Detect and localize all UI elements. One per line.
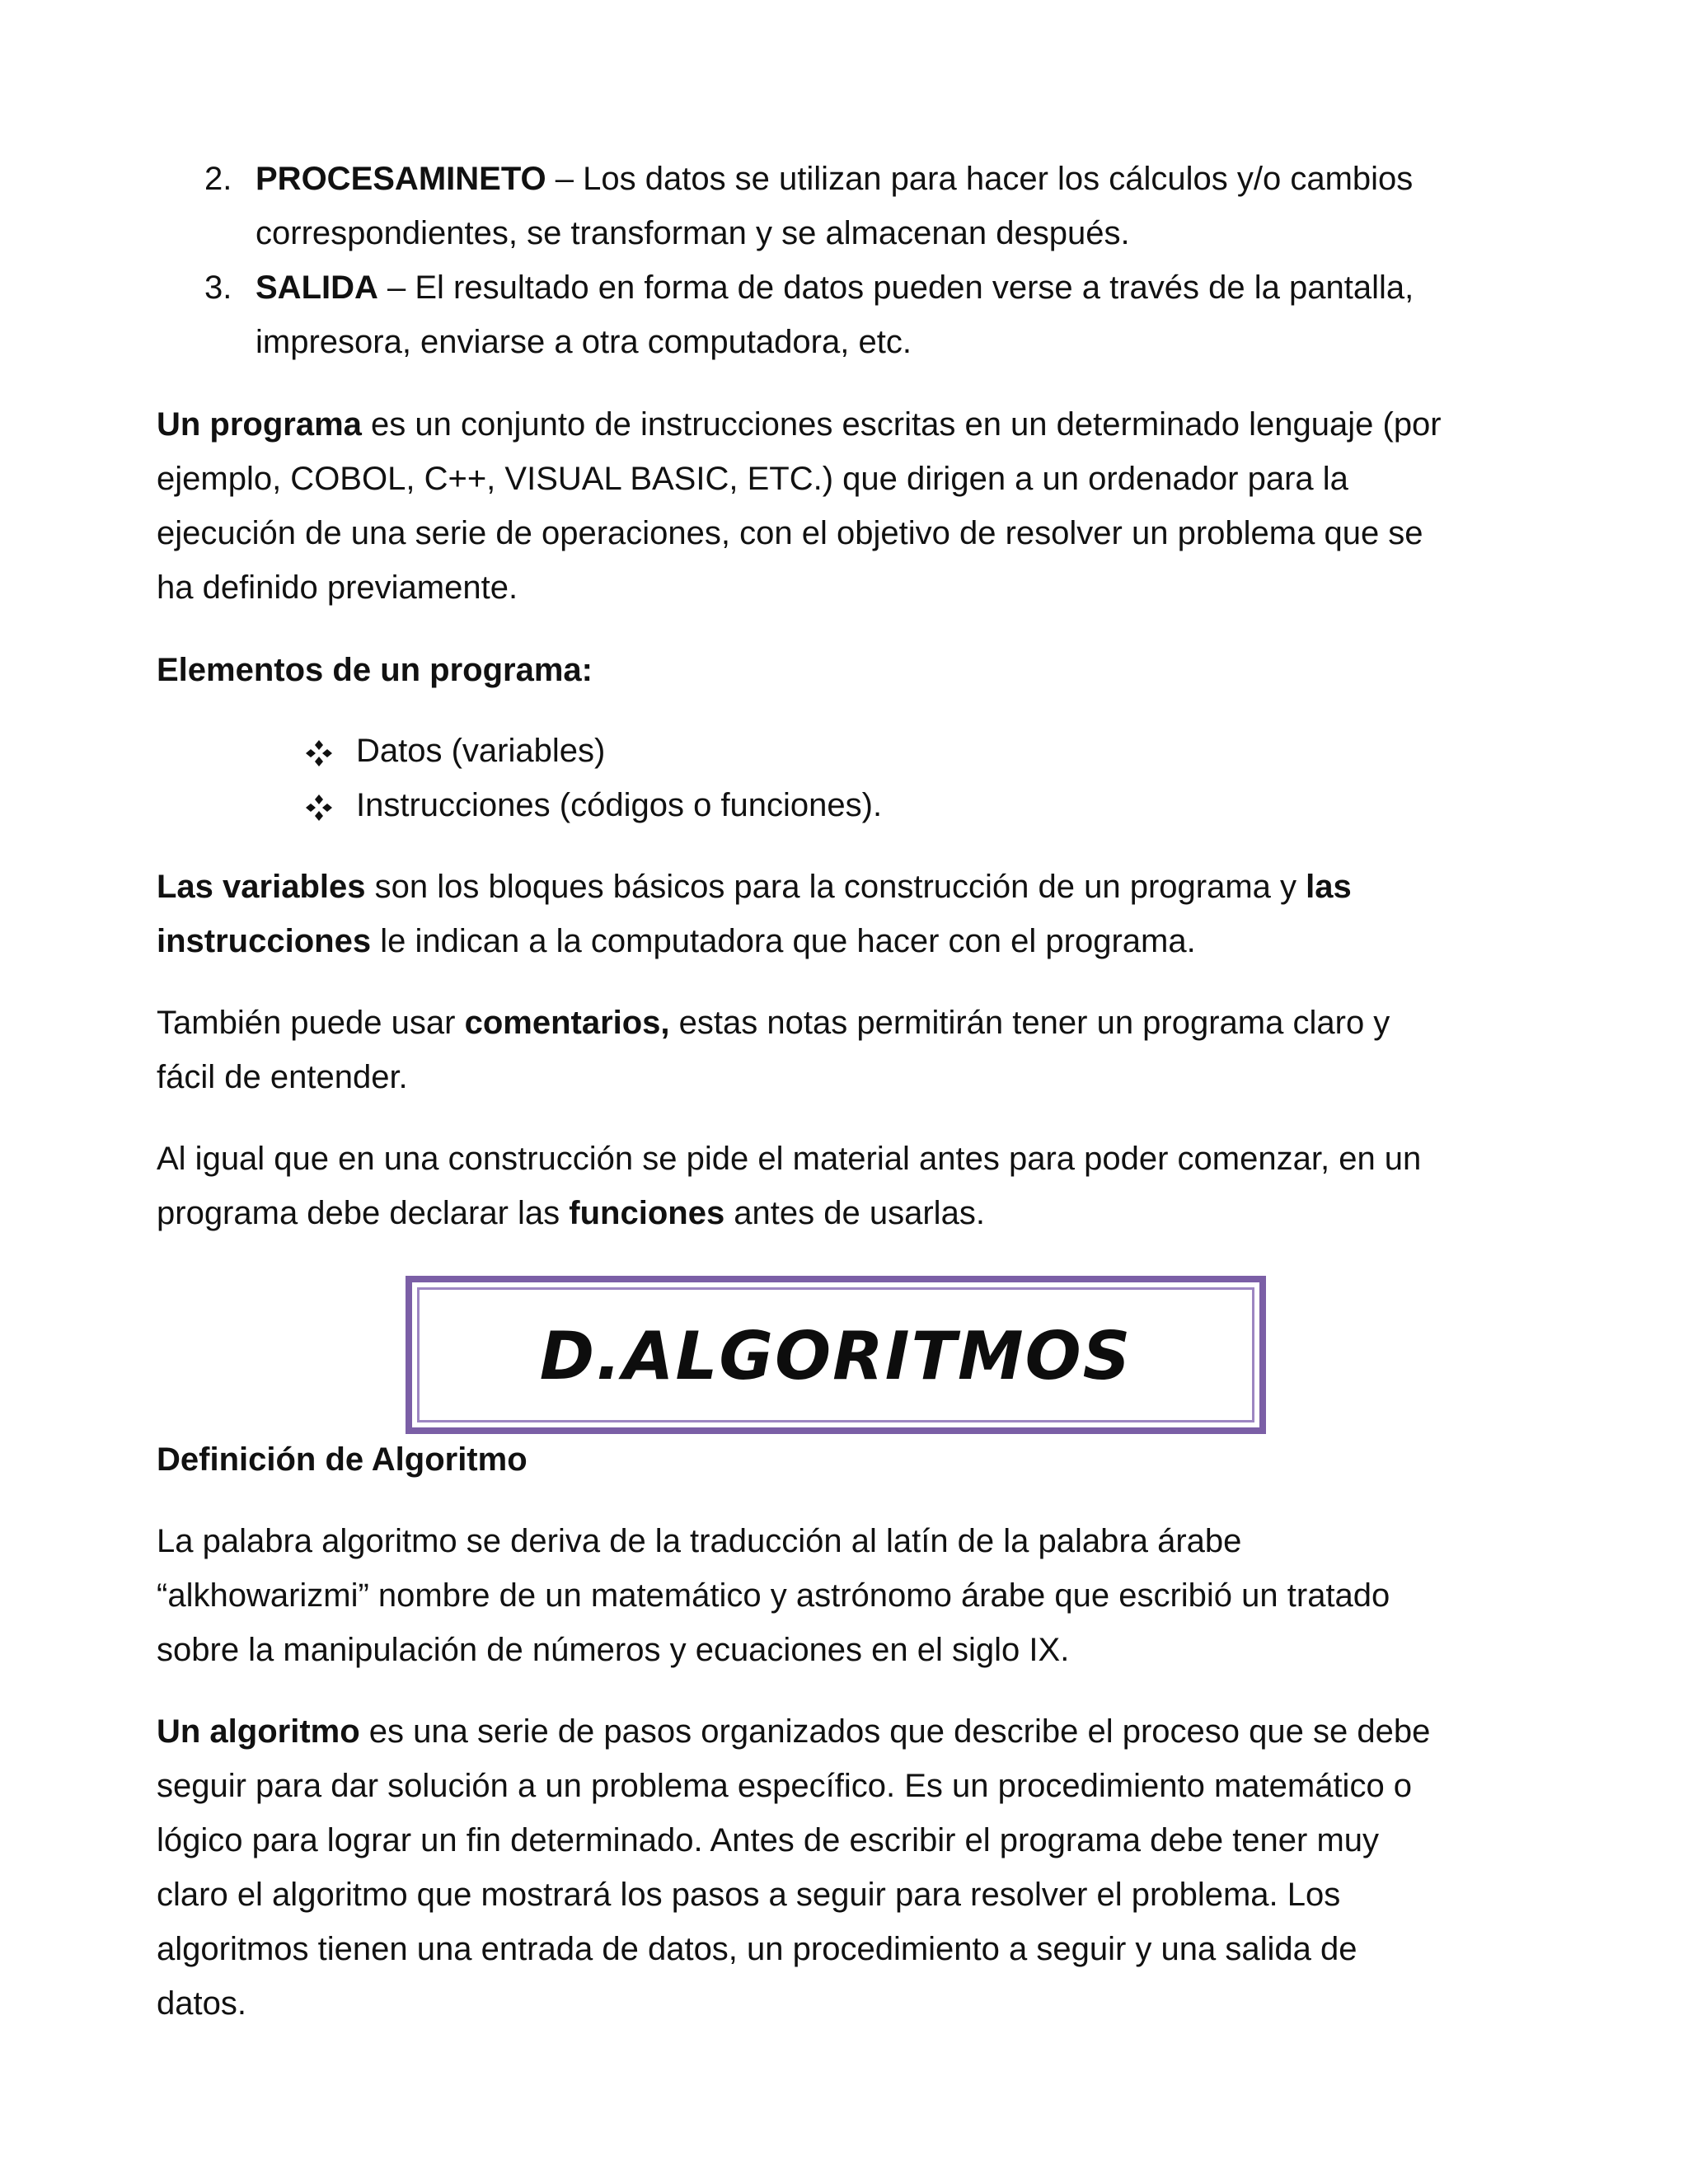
list-item-text: – El resultado en forma de datos pueden verse a través de la pantalla, [377, 269, 1414, 306]
paragraph-text: estas notas permitirán tener un programa claro y [669, 1005, 1390, 1041]
paragraph-line: datos. [157, 1985, 246, 2022]
list-item-line: correspondientes, se transforman y se almacenan después. [256, 215, 1130, 251]
paragraph-text: son los bloques básicos para la construcción de un programa y [365, 869, 1306, 905]
paragraph-line: ejemplo, COBOL, C++, VISUAL BASIC, ETC.) que dirigen a un ordenador para la [157, 461, 1348, 497]
programa-term: Un programa [157, 406, 362, 443]
paragraph-line: lógico para lograr un fin determinado. Antes de escribir el programa debe tener muy [157, 1822, 1380, 1858]
list-item-procesamiento [204, 152, 1507, 260]
heading-text: Elementos de un programa: [157, 652, 593, 688]
paragraph-line: ha definido previamente. [157, 569, 518, 606]
list-item-line [256, 260, 1507, 315]
list-item-line: impresora, enviarse a otra computadora, etc. [256, 324, 912, 360]
paragraph-line: ejecución de una serie de operaciones, con el objetivo de resolver un problema que se [157, 515, 1423, 551]
list-item-body [256, 260, 1507, 369]
bullet-label: Datos (variables) [356, 733, 606, 769]
paragraph-text: programa debe declarar las [157, 1195, 570, 1231]
list-item-term: PROCESAMINETO [256, 161, 546, 197]
comentarios-paragraph [157, 996, 1541, 1104]
paragraph-line: fácil de entender. [157, 1059, 408, 1095]
diamond-bullet-icon [305, 739, 333, 767]
comentarios-term: comentarios, [464, 1005, 670, 1041]
paragraph-line [157, 860, 1541, 914]
bullet-label: Instrucciones (códigos o funciones). [356, 787, 883, 823]
paragraph-line: La palabra algoritmo se deriva de la traducción al latín de la palabra árabe [157, 1523, 1242, 1559]
paragraph-text: es un conjunto de instrucciones escritas en un determinado lenguaje (por [361, 406, 1442, 443]
paragraph-line [157, 996, 1541, 1050]
list-item-body [256, 152, 1507, 260]
paragraph-line: seguir para dar solución a un problema específico. Es un procedimiento matemático o [157, 1768, 1413, 1804]
elementos-heading [157, 643, 1541, 697]
bullet-item [305, 724, 1294, 778]
paragraph-text: es una serie de pasos organizados que describe el proceso que se debe [359, 1713, 1431, 1750]
paragraph-line: sobre la manipulación de números y ecuaciones en el siglo IX. [157, 1632, 1070, 1668]
funciones-term: funciones [569, 1195, 725, 1231]
paragraph-line [157, 914, 1541, 968]
list-number: 2. [204, 161, 232, 197]
paragraph-line [157, 397, 1541, 452]
instrucciones-term: las [1306, 869, 1352, 905]
bullet-item [305, 778, 1294, 832]
paragraph-line: Al igual que en una construcción se pide el material antes para poder comenzar, en un [157, 1141, 1422, 1177]
instrucciones-term: instrucciones [157, 923, 372, 959]
banner-title: D.ALGORITMOS [539, 1318, 1132, 1394]
list-item-text: – Los datos se utilizan para hacer los cálculos y/o cambios [546, 161, 1414, 197]
programa-paragraph [157, 397, 1541, 615]
diamond-bullet-icon [305, 794, 333, 822]
section-banner [406, 1276, 1266, 1434]
list-item-term: SALIDA [256, 269, 378, 306]
heading-text: Definición de Algoritmo [157, 1441, 528, 1478]
algoritmo-term: Un algoritmo [157, 1713, 360, 1750]
variables-term: Las variables [157, 869, 366, 905]
algoritmo-paragraph [157, 1704, 1541, 2031]
paragraph-line [157, 1704, 1541, 1759]
paragraph-text: También puede usar [157, 1005, 465, 1041]
paragraph-line: algoritmos tienen una entrada de datos, un procedimiento a seguir y una salida de [157, 1931, 1357, 1967]
elementos-list [305, 724, 1294, 832]
paragraph-text: antes de usarlas. [724, 1195, 985, 1231]
definicion-heading [157, 1432, 1541, 1487]
list-item-line [256, 152, 1507, 206]
paragraph-text: le indican a la computadora que hacer con el programa. [371, 923, 1196, 959]
variables-paragraph [157, 860, 1541, 968]
paragraph-line: “alkhowarizmi” nombre de un matemático y astrónomo árabe que escribió un tratado [157, 1577, 1390, 1614]
etimologia-paragraph [157, 1514, 1541, 1677]
list-number: 3. [204, 269, 232, 306]
list-item-salida [204, 260, 1507, 369]
paragraph-line [157, 1186, 1541, 1240]
paragraph-line: claro el algoritmo que mostrará los pasos a seguir para resolver el problema. Los [157, 1877, 1341, 1913]
funciones-paragraph [157, 1132, 1541, 1240]
